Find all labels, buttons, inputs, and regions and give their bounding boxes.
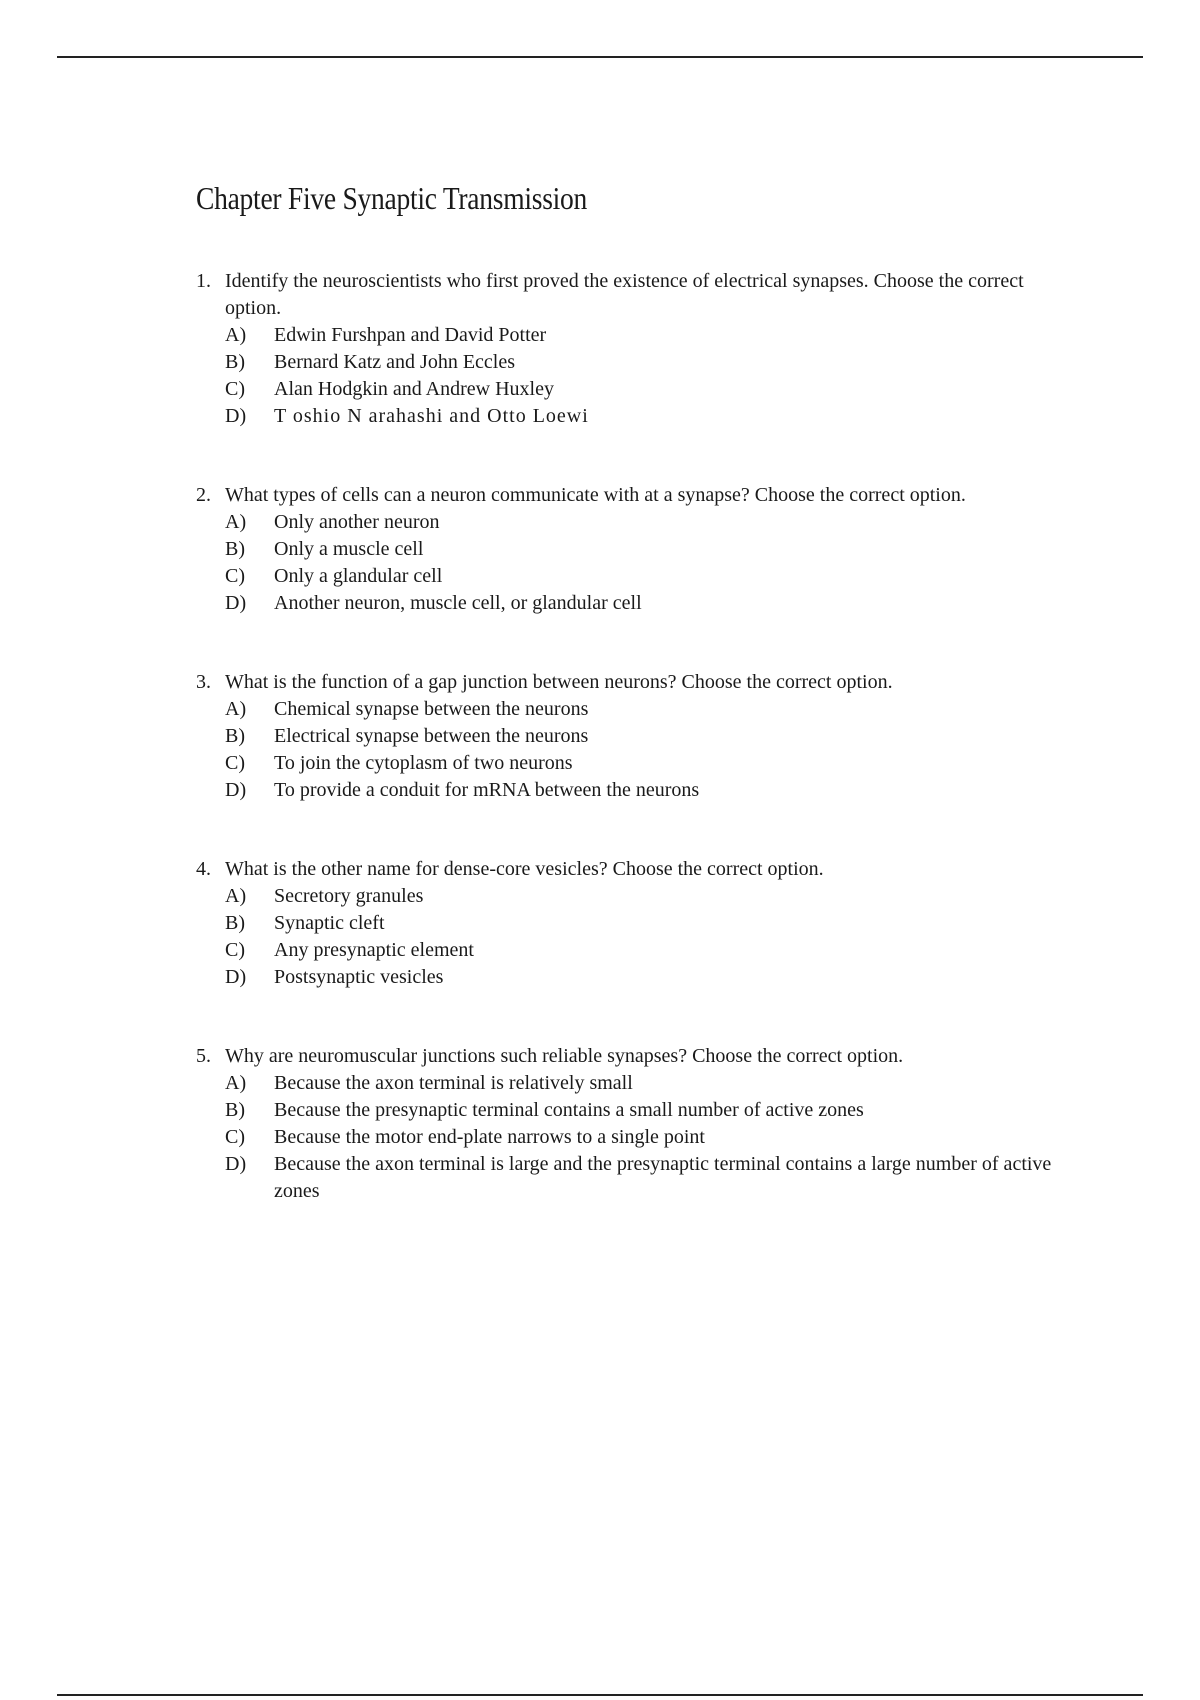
option-letter: D) — [225, 592, 247, 614]
question-2 — [196, 482, 1056, 617]
option-text: Bernard Katz and John Eccles — [274, 351, 516, 373]
option-letter: B) — [225, 912, 245, 934]
option-text: Chemical synapse between the neurons — [274, 698, 589, 720]
question-text: What is the function of a gap junction between neurons? Choose the correct option. — [225, 671, 893, 693]
option-c — [225, 376, 1056, 403]
option-a — [225, 696, 1056, 723]
option-text: Because the axon terminal is large and the presynaptic terminal contains a large number of active zones — [274, 1153, 1052, 1202]
option-text: Synaptic cleft — [274, 912, 385, 934]
option-list — [225, 322, 1056, 430]
option-text: Only a glandular cell — [274, 565, 443, 587]
option-c — [225, 1124, 1056, 1151]
option-list — [225, 509, 1056, 617]
option-a — [225, 1070, 1056, 1097]
option-list — [225, 883, 1056, 991]
question-number: 5. — [196, 1045, 211, 1067]
question-4 — [196, 856, 1056, 991]
option-text: Electrical synapse between the neurons — [274, 725, 589, 747]
option-d — [225, 777, 1056, 804]
option-c — [225, 563, 1056, 590]
question-text: Why are neuromuscular junctions such reliable synapses? Choose the correct option. — [225, 1045, 904, 1067]
option-text: Another neuron, muscle cell, or glandular cell — [274, 592, 642, 614]
option-b — [225, 910, 1056, 937]
option-d — [225, 964, 1056, 991]
option-letter: A) — [225, 511, 247, 533]
option-letter: B) — [225, 725, 245, 747]
option-letter: B) — [225, 351, 245, 373]
question-3 — [196, 669, 1056, 804]
option-text: To join the cytoplasm of two neurons — [274, 752, 573, 774]
option-d — [225, 403, 1056, 430]
option-letter: C) — [225, 565, 245, 587]
option-text: Only another neuron — [274, 511, 440, 533]
question-number: 1. — [196, 270, 211, 292]
option-letter: A) — [225, 324, 247, 346]
footer-rule — [57, 1694, 1143, 1696]
option-letter: A) — [225, 698, 247, 720]
option-letter: B) — [225, 538, 245, 560]
option-list — [225, 696, 1056, 804]
option-letter: B) — [225, 1099, 245, 1121]
option-c — [225, 750, 1056, 777]
question-text: What is the other name for dense-core vesicles? Choose the correct option. — [225, 858, 824, 880]
option-letter: A) — [225, 885, 247, 907]
option-letter: C) — [225, 1126, 245, 1148]
question-number: 4. — [196, 858, 211, 880]
question-number: 2. — [196, 484, 211, 506]
question-number: 3. — [196, 671, 211, 693]
option-text: Only a muscle cell — [274, 538, 424, 560]
header-rule — [57, 56, 1143, 58]
option-b — [225, 536, 1056, 563]
option-letter: D) — [225, 405, 247, 427]
option-letter: D) — [225, 1153, 247, 1175]
option-text: Because the axon terminal is relatively small — [274, 1072, 633, 1094]
option-a — [225, 883, 1056, 910]
page-title: Chapter Five Synaptic Transmission — [196, 180, 588, 216]
option-b — [225, 349, 1056, 376]
option-letter: A) — [225, 1072, 247, 1094]
option-d — [225, 1151, 1056, 1205]
question-5 — [196, 1043, 1056, 1205]
option-letter: D) — [225, 966, 247, 988]
option-c — [225, 937, 1056, 964]
question-text: Identify the neuroscientists who first proved the existence of electrical synapses. Choose the correct option. — [225, 270, 1024, 319]
option-text: To provide a conduit for mRNA between the neurons — [274, 779, 700, 801]
option-b — [225, 723, 1056, 750]
question-text: What types of cells can a neuron communicate with at a synapse? Choose the correct option. — [225, 484, 966, 506]
option-a — [225, 509, 1056, 536]
option-text: Any presynaptic element — [274, 939, 474, 961]
option-text: Because the motor end-plate narrows to a single point — [274, 1126, 705, 1148]
option-letter: C) — [225, 378, 245, 400]
option-text: Alan Hodgkin and Andrew Huxley — [274, 378, 554, 400]
option-text: Secretory granules — [274, 885, 424, 907]
option-text: T oshio N arahashi and Otto Loewi — [274, 405, 589, 427]
option-text: Postsynaptic vesicles — [274, 966, 444, 988]
option-list — [225, 1070, 1056, 1205]
option-letter: C) — [225, 752, 245, 774]
option-letter: C) — [225, 939, 245, 961]
option-text: Because the presynaptic terminal contains a small number of active zones — [274, 1099, 864, 1121]
option-text: Edwin Furshpan and David Potter — [274, 324, 547, 346]
option-b — [225, 1097, 1056, 1124]
question-1 — [196, 268, 1056, 430]
option-letter: D) — [225, 779, 247, 801]
option-a — [225, 322, 1056, 349]
option-d — [225, 590, 1056, 617]
question-list — [196, 268, 1056, 1257]
